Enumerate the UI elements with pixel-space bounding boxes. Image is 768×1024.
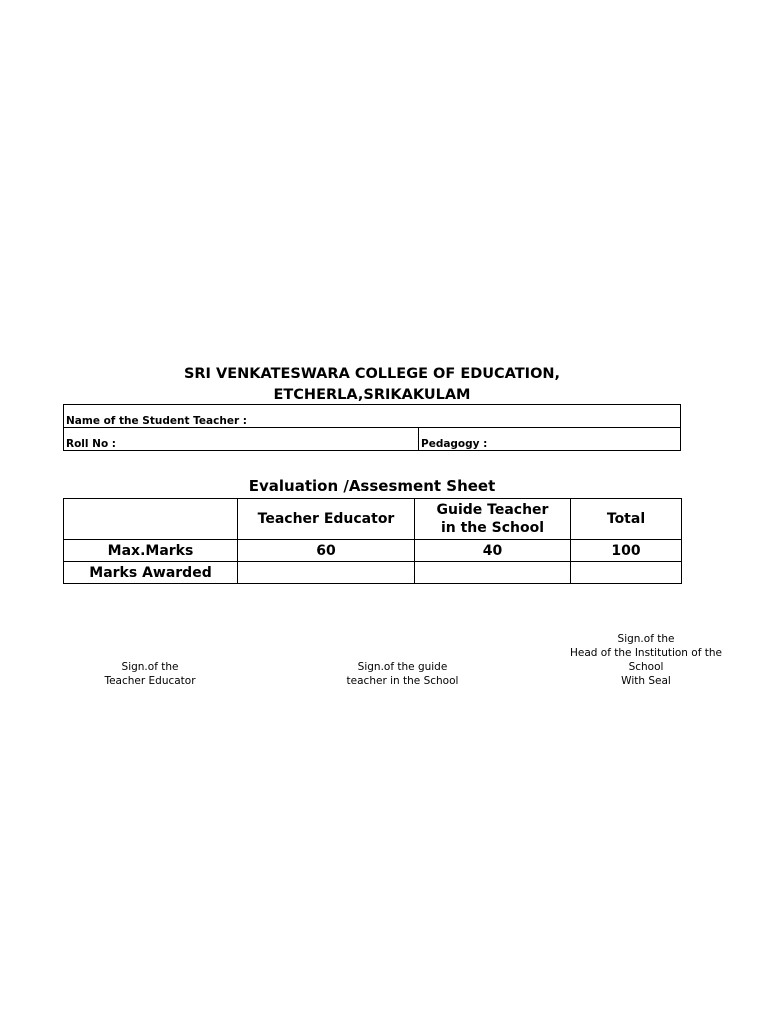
pedagogy-field[interactable]: Pedagogy : <box>419 428 681 451</box>
table-row <box>64 540 682 562</box>
student-info-table <box>63 404 681 451</box>
header-blank-cell <box>64 499 238 540</box>
signature-line: Head of the Institution of the <box>570 647 722 659</box>
max-marks-total: 100 <box>571 540 682 562</box>
signature-guide-teacher <box>320 660 485 688</box>
evaluation-table <box>63 498 682 584</box>
signature-head-of-institution <box>556 632 736 688</box>
header-guide-teacher <box>415 499 571 540</box>
signature-line: With Seal <box>621 675 671 687</box>
signature-line: Teacher Educator <box>104 675 196 687</box>
signature-line: Sign.of the guide <box>357 661 448 673</box>
header-total: Total <box>571 499 682 540</box>
row-label-marks-awarded: Marks Awarded <box>64 562 238 584</box>
evaluation-sheet-title: Evaluation /Assesment Sheet <box>248 477 496 495</box>
marks-awarded-total[interactable] <box>571 562 682 584</box>
marks-awarded-guide-teacher[interactable] <box>415 562 571 584</box>
header-teacher-educator: Teacher Educator <box>238 499 415 540</box>
roll-no-field[interactable]: Roll No : <box>64 428 419 451</box>
header-guide-teacher-line-2: in the School <box>440 520 545 536</box>
header-guide-teacher-line-1: Guide Teacher <box>436 502 549 518</box>
marks-awarded-teacher-educator[interactable] <box>238 562 415 584</box>
signature-line: Sign.of the <box>121 661 179 673</box>
signature-line: teacher in the School <box>346 675 459 687</box>
signature-line: School <box>628 661 664 673</box>
max-marks-teacher-educator: 60 <box>238 540 415 562</box>
max-marks-guide-teacher: 40 <box>415 540 571 562</box>
signature-teacher-educator <box>80 660 220 688</box>
signature-line: Sign.of the <box>617 633 675 645</box>
student-name-field[interactable]: Name of the Student Teacher : <box>64 405 681 428</box>
college-name-line-2: ETCHERLA,SRIKAKULAM <box>273 387 471 403</box>
table-row <box>64 562 682 584</box>
college-name-line-1: SRI VENKATESWARA COLLEGE OF EDUCATION, <box>183 366 561 382</box>
row-label-max-marks: Max.Marks <box>64 540 238 562</box>
